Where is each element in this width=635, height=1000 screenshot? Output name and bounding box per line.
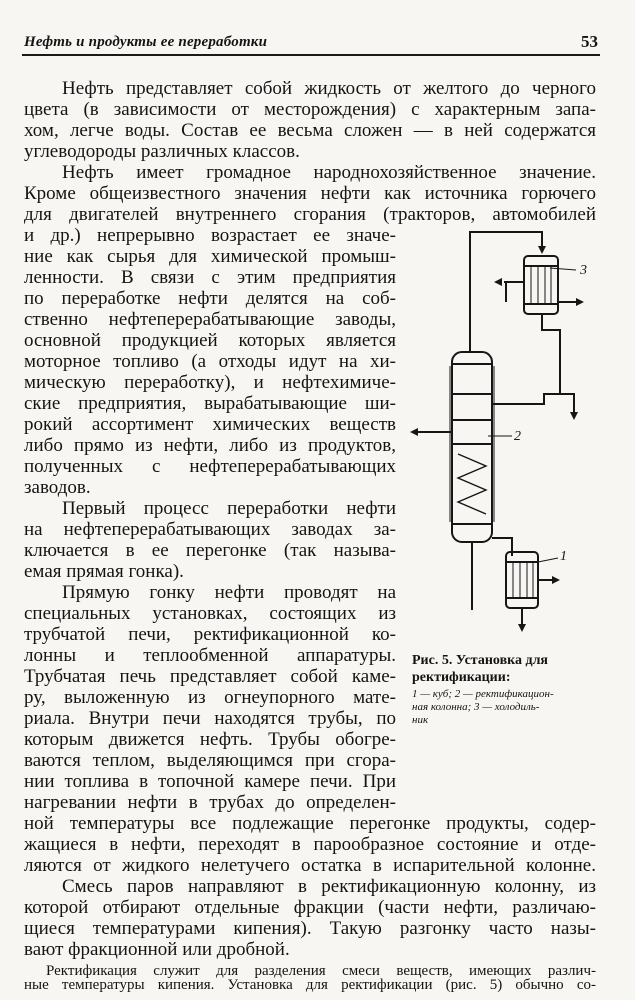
small-text-line: Ректификация служит для разделения смеси веществ, имеющих различ- <box>46 963 596 979</box>
figure-legend-line: 1 — куб; 2 — ректификацион- <box>412 688 554 700</box>
page-number: 53 <box>581 32 598 51</box>
text-line: Прямую гонку нефти проводят на <box>62 582 396 603</box>
text-line: Трубчатая печь представляет собой каме- <box>24 666 396 687</box>
text-line: ной температуры все подлежащие перегонке продукты, содер- <box>24 813 596 834</box>
text-line: ляются от жидкого нелетучего остатка в испарительной колонне. <box>24 855 596 876</box>
text-line: либо прямо из нефти, либо из продуктов, <box>24 435 396 456</box>
text-line: на нефтеперерабатывающих заводах за- <box>24 519 396 540</box>
text-line: по переработке нефти делятся на соб- <box>24 288 396 309</box>
figure-legend-line: ная колонна; 3 — холодиль- <box>412 701 540 713</box>
text-line: которым движется нефть. Трубы обогре- <box>24 729 396 750</box>
text-line: заводов. <box>24 477 91 498</box>
text-line: ственно нефтеперерабатывающие заводы, <box>24 309 396 330</box>
text-line: ваются теплом, выделяющимся при сгора- <box>24 750 396 771</box>
text-line: лонны и теплообменной аппаратуры. <box>24 645 396 666</box>
text-line: которой отбирают отдельные фракции (части нефти, различаю- <box>24 897 596 918</box>
text-line: для двигателей внутреннего сгорания (тракторов, автомобилей <box>24 204 596 225</box>
text-line: вают фракционной или дробной. <box>24 939 290 960</box>
text-line: ские предприятия, вырабатывающие ши- <box>24 393 396 414</box>
text-line: рокий ассортимент химических веществ <box>24 414 396 435</box>
figure-caption-title: Рис. 5. Установка для <box>412 653 549 668</box>
text-line: Нефть представляет собой жидкость от желтого до черного <box>62 78 596 99</box>
text-line: углеводороды различных классов. <box>24 141 300 162</box>
text-line: ленности. В связи с этим предприятия <box>24 267 396 288</box>
figure-label-2: 2 <box>514 429 521 444</box>
text-line: ру, выложенную из огнеупорного мате- <box>24 687 396 708</box>
running-header <box>22 30 600 56</box>
text-line: нии топлива в топочной камере печи. При <box>24 771 396 792</box>
figure-caption-title-cont: ректификации: <box>412 670 511 685</box>
running-title: Нефть и продукты ее переработки <box>24 34 268 50</box>
figure-label-1: 1 <box>560 549 567 564</box>
text-line: Нефть имеет громадное народнохозяйственное значение. <box>62 162 596 183</box>
text-line: нагревании нефти в трубах до определен- <box>24 792 396 813</box>
text-line: полученных с нефтеперерабатывающих <box>24 456 396 477</box>
text-line: моторное топливо (а отходы идут на хи- <box>24 351 396 372</box>
text-line: риала. Внутри печи находятся трубы, по <box>24 708 396 729</box>
text-line: ние как сырья для химической промыш- <box>24 246 396 267</box>
rectification-apparatus-figure <box>410 222 606 640</box>
text-line: цвета (в зависимости от месторождения) с характерным запа- <box>24 99 596 120</box>
figure-legend-line: ник <box>412 714 429 726</box>
text-line: и др.) непрерывно возрастает ее значе- <box>24 225 396 246</box>
text-line: хом, легче воды. Состав ее весьма сложен — в ней содержатся <box>24 120 596 141</box>
text-line: мическую переработку), и нефтехимиче- <box>24 372 396 393</box>
text-line: емая прямая гонка). <box>24 561 184 582</box>
text-line: трубчатой печи, ректификационной ко- <box>24 624 396 645</box>
text-line: Смесь паров направляют в ректификационную колонну, из <box>62 876 596 897</box>
figure-label-3: 3 <box>580 263 587 278</box>
text-line: специальных установках, состоящих из <box>24 603 396 624</box>
text-line: основной продукцией которых является <box>24 330 396 351</box>
text-line: Первый процесс переработки нефти <box>62 498 396 519</box>
condenser-3 <box>524 256 558 314</box>
text-line: жащиеся в нефти, переходят в парообразное состояние и отде- <box>24 834 596 855</box>
small-text-line: ные температуры кипения. Установка для ректификации (рис. 5) обычно со- <box>24 977 596 993</box>
text-line: щиеся температурами кипения). Такую разгонку часто назы- <box>24 918 596 939</box>
text-line: ключается в ее перегонке (так называ- <box>24 540 396 561</box>
text-line: Кроме общеизвестного значения нефти как источника горючего <box>24 183 596 204</box>
